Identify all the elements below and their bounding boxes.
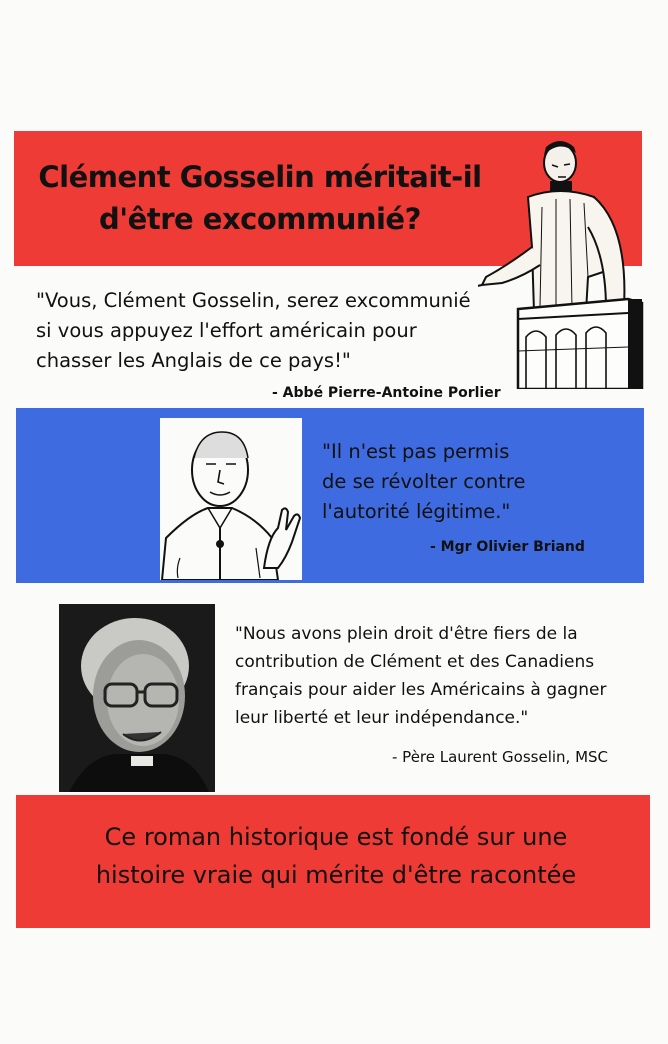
quote-line: leur liberté et leur indépendance." — [235, 708, 529, 728]
quote-line: contribution de Clément et des Canadiens — [235, 652, 595, 672]
quote-briand — [322, 437, 582, 527]
quote-line: français pour aider les Américains à gagner — [235, 680, 607, 700]
quote-line: chasser les Anglais de ce pays!" — [36, 349, 351, 372]
quote-porlier — [36, 286, 506, 376]
quote-line: "Nous avons plein droit d'être fiers de la — [235, 624, 578, 644]
page-title — [20, 156, 500, 240]
quote-line: l'autorité légitime." — [322, 500, 511, 523]
attribution-briand: - Mgr Olivier Briand — [430, 539, 585, 555]
quote-line: si vous appuyez l'effort américain pour — [36, 319, 417, 342]
quote-line: de se révolter contre — [322, 470, 526, 493]
attribution-gosselin: - Père Laurent Gosselin, MSC — [392, 748, 609, 766]
bishop-illustration — [160, 418, 302, 580]
attribution-porlier: - Abbé Pierre-Antoine Porlier — [272, 385, 501, 401]
priest-photo — [59, 604, 215, 792]
footer-tagline — [36, 818, 636, 894]
footer-line-1: Ce roman historique est fondé sur une — [104, 823, 568, 851]
quote-line: "Il n'est pas permis — [322, 440, 510, 463]
title-line-1: Clément Gosselin méritait-il — [38, 160, 482, 194]
quote-line: "Vous, Clément Gosselin, serez excommunié — [36, 289, 471, 312]
quote-gosselin — [235, 620, 655, 732]
footer-line-2: histoire vraie qui mérite d'être racontée — [95, 861, 577, 889]
title-line-2: d'être excommunié? — [99, 202, 421, 236]
